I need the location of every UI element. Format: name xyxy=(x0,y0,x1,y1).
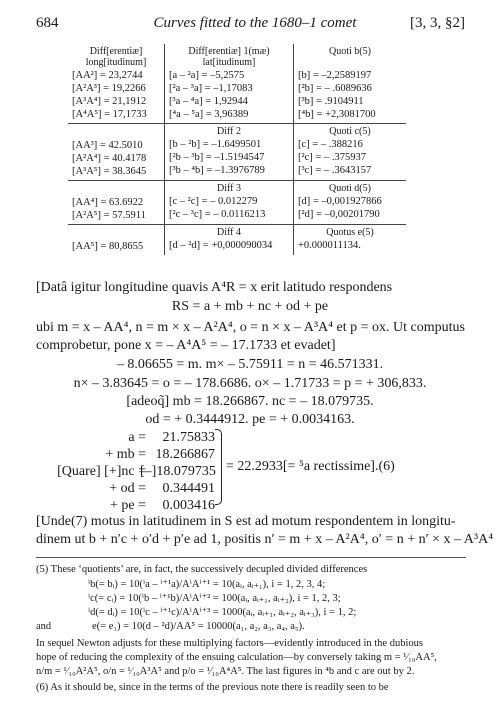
table-value: [²c – ³c] = – 0.0116213 xyxy=(169,209,266,220)
footnote-rule xyxy=(36,557,466,558)
equation-line: [adeoq̃] mb = 18.266867. nc = – 18.079735. xyxy=(126,394,374,409)
table-value: [²d] = –0,00201790 xyxy=(298,209,380,220)
quoti-c-header: Quoti c(5) xyxy=(329,126,371,137)
sum-value: [–]18.079735 xyxy=(140,464,216,479)
body-line: dinem ut b + n′c + o′d + p′e ad 1, positis n′ = m + x – A²A⁴, o′ = n + n′ × x – A³A⁴ xyxy=(36,532,494,547)
table-value: [AA⁴] = 63.6922 xyxy=(72,197,144,208)
quoti-d-header: Quoti d(5) xyxy=(329,183,371,194)
running-title: Curves fitted to the 1680–1 comet xyxy=(153,15,357,31)
body-line: [Unde(7) motus in latitudinem in S est ad motum respondentem in longitu- xyxy=(36,514,456,529)
column-header-latitude: Diff[erentiæ] 1(mæ) lat[itudinum] xyxy=(188,46,270,68)
equation-line: – 8.06655 = m. m× – 5.75911 = n = 46.571331. xyxy=(116,357,384,372)
table-value: [d] = –0,001927866 xyxy=(298,196,382,207)
sum-label: + pe = xyxy=(109,498,146,513)
table-value: [³c] = – .3643157 xyxy=(298,165,372,176)
table-value: [²c] = – .375937 xyxy=(298,152,366,163)
table-value: +0.000011134. xyxy=(298,240,361,251)
table-value: [c] = – .388216 xyxy=(298,139,363,150)
table-value: [³b] = .9104911 xyxy=(298,96,364,107)
table-value: [d – ²d] = +0,000090034 xyxy=(169,240,273,251)
table-row xyxy=(68,225,406,256)
table-value: [²b – ³b] = –1.5194547 xyxy=(169,152,265,163)
table-row xyxy=(68,44,406,124)
table-value: [A²A⁴] = 40.4178 xyxy=(72,153,147,164)
footnote-5-intro: (5) These ‘quotients’ are, in fact, the successively decupled divided differences xyxy=(36,564,368,575)
footnote-and: and xyxy=(36,621,52,632)
table-value: [A²A³] = 19,2266 xyxy=(72,83,146,94)
equation-rs: RS = a + mb + nc + od + pe xyxy=(171,299,329,314)
page-number: 684 xyxy=(36,15,59,31)
table-cell xyxy=(68,124,165,181)
sum-label: [Quare] [+]nc = xyxy=(57,464,146,479)
table-value: [a – ²a] = –5,2575 xyxy=(169,70,245,81)
table-cell xyxy=(165,44,294,124)
differences-table xyxy=(68,44,406,255)
table-value: [³b – ⁴b] = –1.3976789 xyxy=(169,165,265,176)
sum-value: 0.344491 xyxy=(162,481,215,496)
table-cell xyxy=(165,124,294,181)
table-value: [⁴a – ⁵a] = 3,96389 xyxy=(169,109,249,120)
table-cell xyxy=(294,44,407,124)
footnote-formula: ⁱb(= bᵢ) = 10(ⁱa – ⁱ⁺¹a)/AⁱAⁱ⁺¹ = 10(aᵢ, aᵢ₊₁), i = 1, 2, 3, 4; xyxy=(88,579,326,590)
table-value: [²b] = – .6089636 xyxy=(298,83,372,94)
table-value: [A²A⁵] = 57.5911 xyxy=(72,210,146,221)
table-cell xyxy=(294,181,407,225)
sum-result: = 22.2933[= ⁵a rectissime].(6) xyxy=(226,459,395,474)
sum-value: 21.75833 xyxy=(162,430,215,445)
table-value: [AA⁵] = 80,8655 xyxy=(72,241,144,252)
body-line: [Datâ igitur longitudine quavis A⁴R = x erit latitudo respondens xyxy=(36,280,393,295)
quotus-e-header: Quotus e(5) xyxy=(326,227,374,238)
table-cell xyxy=(294,124,407,181)
column-header-quoti-b: Quoti b(5) xyxy=(329,46,371,57)
body-line: comprobetur, pone x = – A⁴A⁵ = – 17.1733 et evadet] xyxy=(36,338,336,353)
table-value: [²a – ³a] = –1,17083 xyxy=(169,83,253,94)
table-cell xyxy=(68,44,165,124)
footnote-formula: ⁱd(= dᵢ) = 10(ⁱc – ⁱ⁺¹c)/AⁱAⁱ⁺³ = 1000(aᵢ, aᵢ₊₁, aᵢ₊₂, aᵢ₊₃), i = 1, 2; xyxy=(88,607,357,618)
footnote-6: (6) As it should be, since in the terms of the previous note there is readily seen to be xyxy=(36,682,389,693)
table-cell xyxy=(165,181,294,225)
sum-value: 0.003416 xyxy=(162,498,215,513)
table-value: [A³A⁴] = 21,1912 xyxy=(72,96,147,107)
sum-label: + mb = xyxy=(105,447,146,462)
section-reference: [3, 3, §2] xyxy=(410,15,465,31)
footnote-formula: e(= e₁) = 10(d – ²d)/AA⁵ = 10000(a₁, a₂, a₃, a₄, a₅). xyxy=(92,621,305,632)
table-cell xyxy=(294,225,407,256)
table-value: [³a – ⁴a] = 1,92944 xyxy=(169,96,248,107)
table-row xyxy=(68,124,406,181)
column-header-longitude: Diff[erentiæ] long[itudinum] xyxy=(85,46,147,68)
table-value: [c – ²c] = – 0.012279 xyxy=(169,196,258,207)
footnote-formula: ⁱc(= cᵢ) = 10(ⁱb – ⁱ⁺¹b)/AⁱAⁱ⁺² = 100(aᵢ, aᵢ₊₁, aᵢ₊₂), i = 1, 2, 3; xyxy=(88,593,341,604)
summation-brace xyxy=(215,429,222,505)
diff-2-header: Diff 2 xyxy=(217,126,241,137)
table-value: [A⁴A⁵] = 17,1733 xyxy=(72,109,147,120)
equation-line: n× – 3.83645 = o = – 178.6686. o× – 1.71733 = p = + 306,833. xyxy=(73,376,427,391)
table-cell xyxy=(68,225,165,256)
table-value: [AA²] = 23,2744 xyxy=(72,70,143,81)
footnote-text: hope of reducing the complexity of the ensuing calculation—by conversely taking m = ¹⁄₁₀AA⁵, xyxy=(36,652,437,663)
sum-labels xyxy=(36,429,146,514)
table-value: [AA³] = 42.5010 xyxy=(72,140,143,151)
sum-label: a = xyxy=(128,430,146,445)
sum-value: 18.266867 xyxy=(155,447,215,462)
table-value: [b] = –2,2589197 xyxy=(298,70,372,81)
table-row xyxy=(68,181,406,225)
diff-3-header: Diff 3 xyxy=(217,183,241,194)
footnote-text: In sequel Newton adjusts for these multiplying factors—evidently introduced in the dubious xyxy=(36,638,423,649)
sum-label: + od = xyxy=(109,481,146,496)
table-cell xyxy=(68,181,165,225)
footnote-text: n/m = ¹⁄₁₀A²A⁵, o/n = ¹⁄₁₀A³A⁵ and p/o = ¹⁄₁₀A⁴A⁵. The last figures in ⁴b and c are out by 2. xyxy=(36,666,415,677)
table-value: [b – ²b] = –1.6499501 xyxy=(169,139,262,150)
body-line: ubi m = x – AA⁴, n = m × x – A²A⁴, o = n × x – A³A⁴ et p = ox. Ut computus xyxy=(36,320,465,335)
equation-line: od = + 0.3444912. pe = + 0.0034163. xyxy=(145,412,355,427)
sum-values xyxy=(140,429,215,514)
table-value: [A³A⁵] = 38.3645 xyxy=(72,166,147,177)
table-value: [⁴b] = +2,3081700 xyxy=(298,109,376,120)
diff-4-header: Diff 4 xyxy=(217,227,241,238)
table-cell xyxy=(165,225,294,256)
